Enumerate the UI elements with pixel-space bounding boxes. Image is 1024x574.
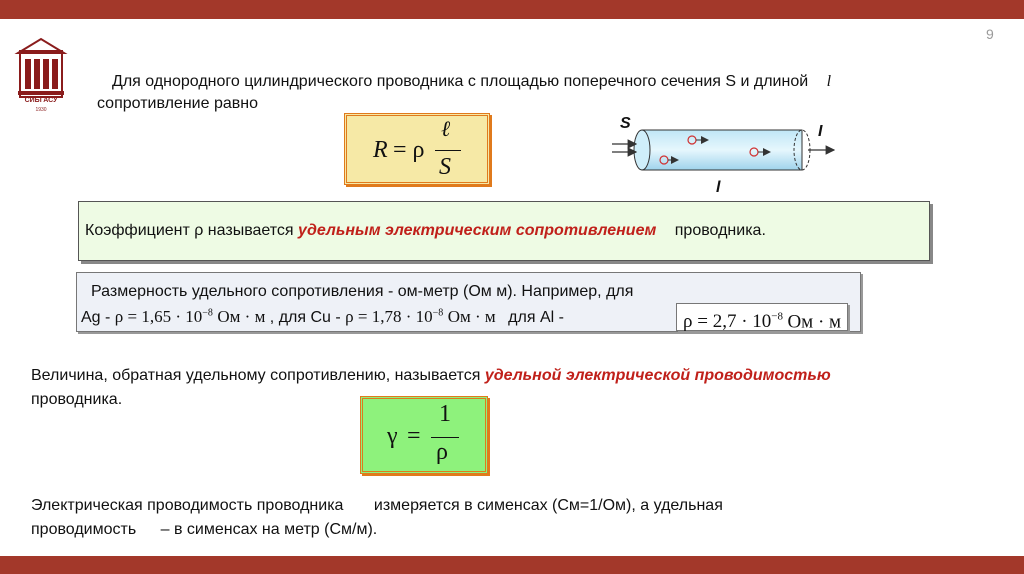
formula-g-denominator: ρ: [436, 439, 448, 465]
footer-line-2: [31, 521, 377, 539]
intro-line-1: [112, 73, 831, 91]
conductor-diagram: [612, 112, 842, 196]
footer-line-2b: – в сименсах на метр (См/м).: [160, 521, 378, 538]
formula-g-eq: =: [407, 423, 421, 449]
intro-line-1-text: Для однородного цилиндрического проводника с площадью поперечного сечения S и длиной: [112, 73, 809, 90]
diagram-label-area: S: [620, 115, 631, 132]
intro-line-2: сопротивление равно: [97, 95, 258, 112]
conductivity-line-2: проводника.: [31, 391, 123, 408]
footer-line-2a: проводимость: [31, 521, 137, 538]
top-bar: [0, 0, 1024, 19]
logo-text: СИБГАСУ: [24, 97, 58, 104]
ag-label: Ag -: [81, 309, 111, 326]
al-label: для Al -: [508, 309, 564, 326]
conductivity-line-1: [31, 367, 831, 385]
formula-r-denominator: S: [439, 154, 451, 180]
coefficient-before: Коэффициент ρ называется: [85, 222, 294, 239]
formula-g-fraction-line: [431, 437, 459, 438]
al-unit: Ом · м: [787, 311, 842, 333]
ag-unit: Ом · м: [217, 307, 266, 326]
coefficient-box: [78, 201, 930, 261]
resistance-formula-box: [344, 113, 490, 185]
coefficient-line: [85, 222, 766, 240]
diagram-label-length: l: [716, 179, 721, 196]
cu-label: , для Cu -: [269, 309, 341, 326]
al-value: $\rho = 2,7 \cdot 10^{-8}$: [683, 311, 783, 333]
al-value-box: [676, 303, 848, 331]
coefficient-after: проводника.: [674, 222, 766, 239]
conductivity-term: удельной электрической проводимостью: [484, 367, 831, 384]
bottom-bar: [0, 556, 1024, 574]
logo-subtext: 1930: [35, 107, 47, 113]
formula-g-numerator: 1: [439, 401, 451, 427]
formula-r-lhs: R: [373, 137, 388, 163]
intro-length-var: l: [826, 73, 832, 90]
coefficient-term: удельным электрическим сопротивлением: [298, 222, 657, 239]
cu-value: $\rho = 1,78 \cdot 10^{-8}$: [345, 307, 444, 326]
university-logo: [14, 37, 68, 117]
formula-r-eq: = ρ: [393, 137, 425, 163]
footer-line-1a: Электрическая проводимость проводника: [31, 497, 344, 514]
dimension-line-1: Размерность удельного сопротивления - ом-метр (Ом м). Например, для: [91, 283, 634, 300]
cu-unit: Ом · м: [447, 307, 496, 326]
diagram-label-current: I: [818, 123, 823, 140]
formula-r-numerator: ℓ: [441, 116, 451, 141]
conductivity-before: Величина, обратная удельному сопротивлению, называется: [31, 367, 481, 384]
ag-value: $\rho = 1,65 \cdot 10^{-8}$: [114, 307, 213, 326]
dimension-line-2: [81, 307, 564, 327]
formula-g-lhs: γ: [387, 423, 398, 449]
footer-line-1: [31, 497, 723, 515]
page-number: 9: [986, 26, 994, 42]
conductivity-formula-box: [360, 396, 488, 474]
formula-r-fraction-line: [435, 150, 461, 151]
footer-line-1b: измеряется в сименсах (См=1/Ом), а удельная: [373, 497, 723, 514]
